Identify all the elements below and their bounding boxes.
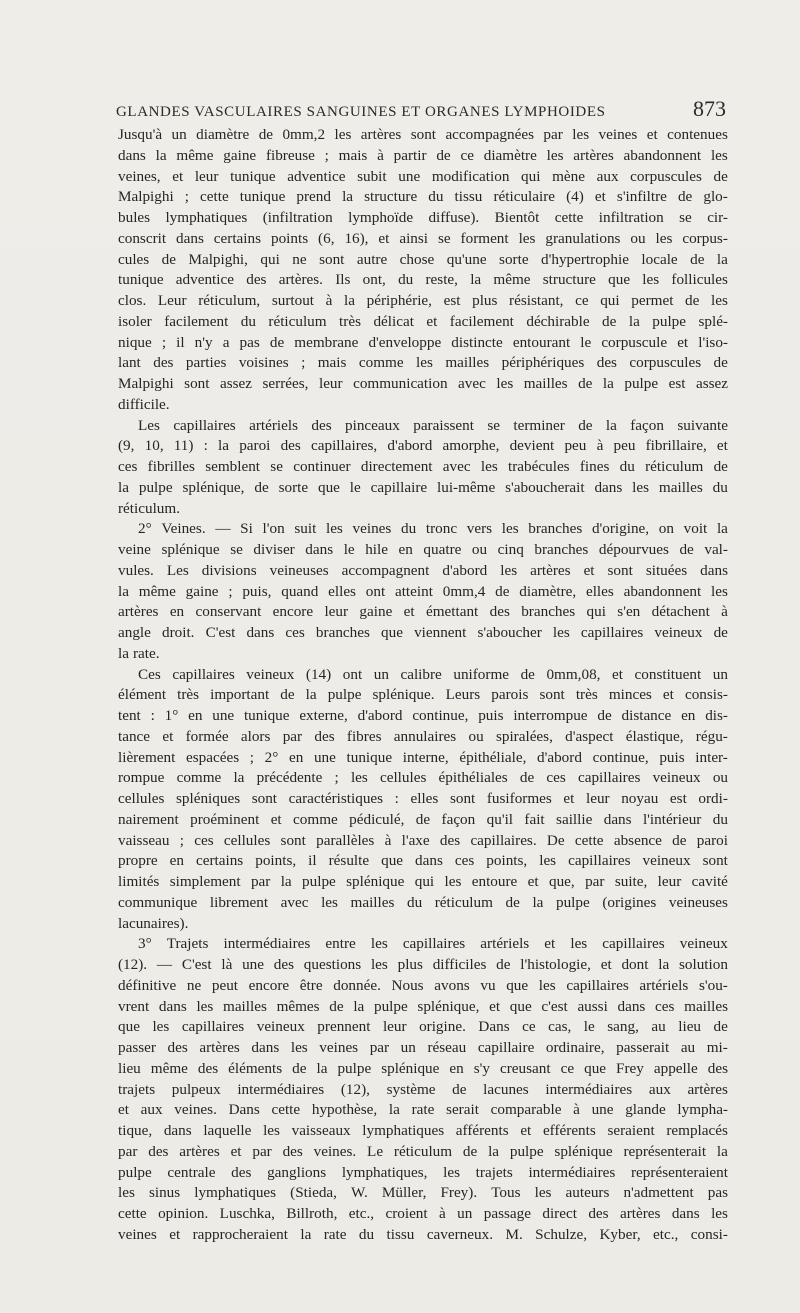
text-line: trajets pulpeux intermédiaires (12), système de lacunes intermédiaires aux artères <box>118 1080 728 1098</box>
text-line: et aux veines. Dans cette hypothèse, la rate serait comparable à une glande lympha- <box>118 1101 728 1119</box>
text-line: ces fibrilles semblent se continuer directement avec les trabécules fines du réticulum de <box>118 458 728 475</box>
text-line: 2° Veines. — Si l'on suit les veines du tronc vers les branches d'origine, on voit la <box>138 520 728 538</box>
text-line: vules. Les divisions veineuses accompagnent d'abord les artères et sont situées dans <box>118 561 728 579</box>
text-line: cules de Malpighi, qui ne sont autre chose qu'une sorte d'hypertrophie locale de la <box>118 250 728 268</box>
text-line: (9, 10, 11) : la paroi des capillaires, d'abord amorphe, devient peu à peu fibrillaire, et <box>118 437 728 455</box>
page-number: 873 <box>693 96 726 121</box>
text-line: propre en certains points, il résulte que dans ces points, les capillaires veineux sont <box>118 852 728 870</box>
text-line: passer des artères dans les veines par un réseau capillaire ordinaire, passerait au mi- <box>118 1039 728 1056</box>
text-line: tique, dans laquelle les vaisseaux lymphatiques afférents et efférents seraient remplacés <box>118 1122 728 1139</box>
text-line: 3° Trajets intermédiaires entre les capillaires artériels et les capillaires veineux <box>138 935 728 953</box>
text-line: Malpighi sont assez serrées, leur communication avec les mailles de la pulpe est assez <box>118 375 728 392</box>
text-line: tent : 1° en une tunique externe, d'abord continue, puis interrompue de distance en dis- <box>118 707 728 724</box>
text-line: cette opinion. Luschka, Billroth, etc., croient à un passage direct des artères dans les <box>118 1205 728 1222</box>
text-line: limités simplement par la pulpe splénique qui les entoure et que, par suite, leur cavité <box>118 873 728 890</box>
text-line: la même gaine ; puis, quand elles ont atteint 0mm,4 de diamètre, elles abandonnent les <box>118 582 728 600</box>
text-line: angle droit. C'est dans ces branches que viennent s'aboucher les capillaires veineux de <box>118 624 728 641</box>
text-line: cellules spléniques sont caractéristiques : elles sont fusiformes et leur noyau est ordi- <box>118 790 728 807</box>
text-line: artères en conservant encore leur gaine et émettant des branches qui s'en détachent à <box>118 603 728 621</box>
text-line: Les capillaires artériels des pinceaux paraissent se terminer de la façon suivante <box>138 416 728 434</box>
text-line: la rate. <box>118 644 160 662</box>
text-line: Ces capillaires veineux (14) ont un calibre uniforme de 0mm,08, et constituent un <box>138 665 728 683</box>
text-line: vrent dans les mailles mêmes de la pulpe splénique, et que c'est aussi dans ces mailles <box>118 997 728 1015</box>
text-line: isoler facilement du réticulum très délicat et facilement déchirable de la pulpe splé- <box>118 312 728 330</box>
text-line: rompue comme la précédente ; les cellules épithéliales de ces capillaires veineux ou <box>118 769 728 787</box>
text-line: Malpighi ; cette tunique prend la structure du tissu réticulaire (4) et s'infiltre de glo- <box>118 188 728 206</box>
text-line: lacunaires). <box>118 914 189 932</box>
text-line: lièrement espacées ; 2° en une tunique interne, épithéliale, d'abord continue, puis inter- <box>118 748 728 766</box>
text-line: nique ; il n'y a pas de membrane d'enveloppe distincte entourant le corpuscule et l'iso- <box>118 333 728 351</box>
text-line: (12). — C'est là une des questions les plus difficiles de l'histologie, et dont la solution <box>118 956 728 973</box>
text-line: les sinus lymphatiques (Stieda, W. Müller, Frey). Tous les auteurs n'admettent pas <box>118 1184 728 1202</box>
text-line: tunique adventice des artères. Ils ont, du reste, la même structure que les follicules <box>118 271 728 289</box>
text-line: par des artères et par des veines. Le réticulum de la pulpe splénique représenterait la <box>118 1142 728 1160</box>
running-head <box>116 96 726 122</box>
text-line: veines et rapprocheraient la rate du tissu caverneux. M. Schulze, Kyber, etc., consi- <box>118 1225 728 1243</box>
text-line: dans la même gaine fibreuse ; mais à partir de ce diamètre les artères abandonnent les <box>118 146 728 164</box>
text-line: vaisseau ; ces cellules sont parallèles à l'axe des capillaires. De cette absence de paroi <box>118 831 728 849</box>
text-line: nairement proéminent et comme pédiculé, de façon qu'il fait saillie dans l'intérieur du <box>118 810 728 828</box>
text-line: difficile. <box>118 395 170 413</box>
text-line: clos. Leur réticulum, surtout à la périphérie, est plus résistant, ce qui permet de les <box>118 292 728 309</box>
text-line: bules lymphatiques (infiltration lymphoïde diffuse). Bientôt cette infiltration se cir- <box>118 209 728 226</box>
text-line: la pulpe splénique, de sorte que le capillaire lui-même s'aboucherait dans les mailles du <box>118 478 728 496</box>
text-line: conscrit dans certains points (6, 16), et ainsi se forment les granulations ou les corpus- <box>118 229 728 247</box>
text-line: Jusqu'à un diamètre de 0mm,2 les artères sont accompagnées par les veines et contenues <box>118 126 728 143</box>
running-title: GLANDES VASCULAIRES SANGUINES ET ORGANES LYMPHOIDES <box>116 104 606 120</box>
text-line: définitive ne peut encore être donnée. Nous avons vu que les capillaires artériels s'ou- <box>118 976 728 994</box>
text-line: veine splénique se diviser dans le hile en quatre ou cinq branches dépourvues de val- <box>118 541 728 558</box>
text-line: réticulum. <box>118 499 180 517</box>
text-line: communique librement avec les mailles du réticulum de la pulpe (origines veineuses <box>118 893 728 911</box>
text-line: lant des parties voisines ; mais comme les mailles périphériques des corpuscules de <box>118 354 728 372</box>
text-line: lieu même des éléments de la pulpe splénique en s'y creusant ce que Frey appelle des <box>118 1059 728 1077</box>
text-line: élément très important de la pulpe splénique. Leurs parois sont très minces et consis- <box>118 686 728 704</box>
text-line: que les capillaires veineux prennent leur origine. Dans ce cas, le sang, au lieu de <box>118 1018 728 1036</box>
body-text <box>118 125 728 1246</box>
text-line: veines, et leur tunique adventice subit une modification qui mène aux corpuscules de <box>118 167 728 185</box>
text-line: pulpe centrale des ganglions lymphatiques, les trajets intermédiaires représenteraient <box>118 1163 728 1181</box>
text-line: tance et formée alors par des fibres annulaires ou spiralées, d'aspect élastique, régu- <box>118 727 728 745</box>
